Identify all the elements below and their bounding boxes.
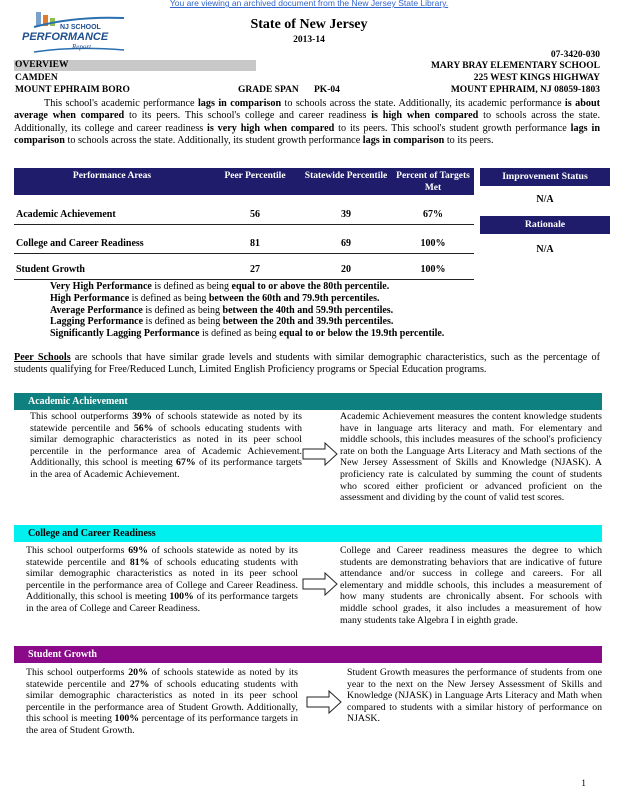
definition-line: High Performance is defined as being between the 60th and 79.9th percentiles. — [50, 292, 380, 304]
improvement-status-value: N/A — [536, 194, 554, 205]
table-cell: 100% — [392, 253, 474, 279]
district-code: 07-3420-030 — [550, 50, 600, 60]
table-row — [14, 224, 474, 253]
academic-achievement-description: Academic Achievement measures the content knowledge students have in language arts literacy and math. For elementary and middle schools, this includes measures of the school's proficiency rate on both the Language Arts Literacy and Math sections of the New Jersey Assessment of Skills and Knowledge (NJASK). A proficiency rate is calculated by summing the count of students who scored either proficient or advanced proficient on the assessment and dividing by the count of valid test scores. — [340, 411, 602, 504]
rationale-value: N/A — [536, 244, 554, 255]
performance-definitions — [50, 281, 590, 340]
section-header-academic-achievement: Academic Achievement — [14, 393, 602, 410]
grade-span-value: PK-04 — [314, 85, 340, 95]
district-name: MOUNT EPHRAIM BORO — [15, 85, 130, 95]
definition-line: Lagging Performance is defined as being between the 20th and 39.9th percentiles. — [50, 316, 394, 328]
page-number: 1 — [581, 779, 586, 789]
improvement-status-panel — [480, 168, 610, 210]
intro-paragraph: This school's academic performance lags in comparison to schools across the state. Additionally, its academic performance is about average when compared to its peers. This school's college and career readiness is high when compared to schools across the state. Additionally, its college and career readiness is very high when compared to its peers. This school's student growth performance lags in comparison to schools across the state. Additionally, its student growth performance lags in comparison to its peers. — [14, 98, 601, 146]
logo-main-text: PERFORMANCE — [22, 31, 109, 43]
table-cell: 56 — [210, 195, 300, 224]
table-cell: Student Growth — [14, 253, 210, 279]
student-growth-summary: This school outperforms 20% of schools statewide as noted by its statewide percentile and 27% of schools educating students with similar demographic characteristics as noted in its peer school percentile in the performance area of Student Growth. Additionally, this school is meeting 100% percentage of its performance targets in the area of Student Growth. — [26, 667, 299, 736]
table-cell: 39 — [300, 195, 392, 224]
college-career-readiness-summary: This school outperforms 69% of schools statewide as noted by its statewide percentile and 81% of schools educating students with similar demographic characteristics as noted in its peer school percentile in the performance area of College and Career Readiness. Additionally, this school is meeting 100% of its performance targets in the area of College and Career Readiness. — [26, 545, 298, 614]
logo-sub-text: Report — [72, 43, 92, 51]
table-row — [14, 195, 474, 224]
school-address-line2: MOUNT EPHRAIM, NJ 08059-1803 — [450, 85, 600, 95]
definition-line: Significantly Lagging Performance is defined as being equal to or below the 19.9th percentile. — [50, 328, 445, 340]
right-arrow-icon — [306, 690, 342, 714]
rationale-panel — [480, 216, 610, 260]
table-cell: 20 — [300, 253, 392, 279]
column-header: Percent of Targets Met — [392, 168, 474, 195]
table-cell: Academic Achievement — [14, 195, 210, 224]
rationale-header: Rationale — [480, 216, 610, 234]
county-name: CAMDEN — [15, 73, 58, 83]
column-header: Statewide Percentile — [300, 168, 392, 195]
table-cell: College and Career Readiness — [14, 224, 210, 253]
table-cell: 67% — [392, 195, 474, 224]
section-header-college-career-readiness: College and Career Readiness — [14, 525, 602, 542]
grade-span-label: GRADE SPAN — [238, 85, 299, 95]
school-name: MARY BRAY ELEMENTARY SCHOOL — [430, 61, 600, 71]
column-header: Peer Percentile — [210, 168, 300, 195]
improvement-status-header: Improvement Status — [480, 168, 610, 186]
definition-line: Average Performance is defined as being between the 40th and 59.9th percentiles. — [50, 304, 394, 316]
table-header-row — [14, 168, 474, 195]
right-arrow-icon — [302, 442, 338, 466]
overview-bar: OVERVIEW — [14, 60, 256, 71]
page-title: State of New Jersey — [250, 17, 368, 32]
right-arrow-icon — [302, 572, 338, 596]
college-career-readiness-description: College and Career readiness measures the degree to which students are demonstrating behaviors that are indicative of future attendance and/or success in college and careers. For all elementary and middle schools, this includes a measurement of how many students are chronically absent. For schools with middle school grades, it also includes a measurement of how many students take Algebra I in eighth grade. — [340, 545, 602, 626]
logo-top-text: NJ SCHOOL — [60, 24, 101, 31]
table-cell: 100% — [392, 224, 474, 253]
student-growth-description: Student Growth measures the performance of students from one year to the next on the New Jersey Assessment of Skills and Knowledge (NJASK) in Language Arts Literacy and Math when compared to students with a similar history of performance on NJASK. — [347, 667, 602, 725]
table-cell: 81 — [210, 224, 300, 253]
school-address-line1: 225 WEST KINGS HIGHWAY — [473, 73, 600, 83]
table-cell: 69 — [300, 224, 392, 253]
column-header: Performance Areas — [14, 168, 210, 195]
performance-table — [14, 168, 474, 280]
academic-achievement-summary: This school outperforms 39% of schools statewide as noted by its statewide percentile and 56% of schools educating students with similar demographic characteristics as noted in its peer school percentile in the performance area of Academic Achievement. Additionally, this school is meeting 67% of its performance targets in the area of Academic Achievement. — [30, 411, 302, 480]
table-row — [14, 253, 474, 279]
archive-notice-link[interactable]: You are viewing an archived document from the New Jersey State Library. — [169, 0, 449, 8]
peer-schools-paragraph: Peer Schools are schools that have similar grade levels and students with similar demographic characteristics, such as the percentage of students qualifying for Free/Reduced Lunch, Limited English Proficiency programs or Special Education programs. — [14, 352, 600, 375]
table-cell: 27 — [210, 253, 300, 279]
school-year: 2013-14 — [293, 35, 325, 45]
definition-line: Very High Performance is defined as being equal to or above the 80th percentile. — [50, 281, 390, 292]
section-header-student-growth: Student Growth — [14, 646, 602, 663]
